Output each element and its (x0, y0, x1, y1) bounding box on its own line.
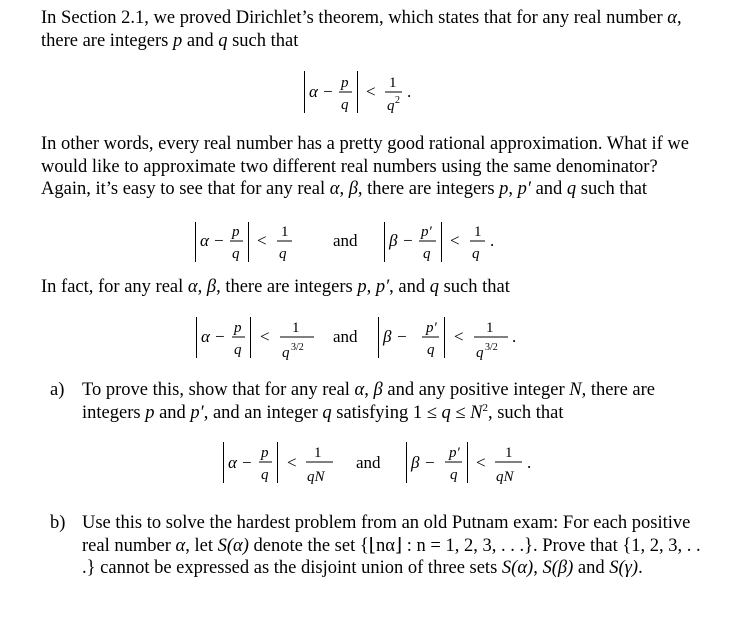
svg-text:<: < (257, 231, 267, 250)
svg-text:p: p (341, 75, 349, 91)
svg-text:q: q (232, 246, 240, 262)
svg-text:<: < (450, 231, 460, 250)
part-a-text: To prove this, show that for any real α, β and any positive integer N, there are integers p and p′, and an integer q satisfying $1 \le q \le N^2$, such that (82, 380, 656, 423)
part-a-label: a) (50, 380, 65, 400)
svg-text:β: β (411, 453, 420, 472)
svg-text:−: − (242, 453, 252, 472)
svg-text:and: and (356, 453, 381, 472)
svg-text:q: q (423, 246, 431, 262)
svg-text:α: α (200, 231, 209, 250)
svg-text:qN: qN (307, 469, 325, 485)
svg-text:α: α (228, 453, 237, 472)
svg-text:p′: p′ (449, 445, 460, 461)
svg-text:q: q (341, 97, 349, 113)
svg-text:<: < (287, 453, 297, 472)
equation-simultaneous-qN (0, 438, 746, 490)
svg-text:α: α (309, 82, 318, 101)
svg-text:1: 1 (281, 224, 289, 240)
svg-text:β: β (383, 327, 392, 346)
svg-text:2: 2 (395, 95, 400, 106)
svg-text:1: 1 (389, 75, 397, 91)
svg-text:3/2: 3/2 (291, 342, 304, 353)
paragraph-in-fact: In fact, for any real α, β, there are integers p, p′, and q such that (41, 277, 510, 297)
equation-dirichlet (0, 66, 746, 118)
paragraph-same-denominator: In other words, every real number has a pretty good rational approximation. What if we would like to approximate two different real numbers using the same denominator? Again, it’s easy to see that for any real α, β, there are integers p, p′ and q such that (41, 134, 689, 199)
svg-text:1: 1 (505, 445, 513, 461)
paragraph-dirichlet-intro: In Section 2.1, we proved Dirichlet’s theorem, which states that for any real number α, there are integers p and q such that (41, 8, 682, 51)
svg-text:q: q (387, 98, 395, 114)
equation-simultaneous-q-3-2 (0, 312, 746, 368)
svg-text:−: − (425, 453, 435, 472)
svg-text:β: β (389, 231, 398, 250)
svg-text:.: . (527, 453, 532, 472)
svg-text:−: − (403, 231, 413, 250)
svg-text:3/2: 3/2 (485, 342, 498, 353)
svg-text:<: < (454, 327, 464, 346)
svg-text:q: q (476, 345, 484, 361)
svg-text:α: α (201, 327, 210, 346)
svg-text:qN: qN (496, 469, 514, 485)
svg-text:1: 1 (292, 320, 300, 336)
equation-simultaneous-1-over-q (0, 218, 746, 266)
svg-text:−: − (397, 327, 407, 346)
svg-text:p: p (234, 320, 242, 336)
svg-text:<: < (476, 453, 486, 472)
svg-text:q: q (261, 467, 269, 483)
svg-text:and: and (333, 327, 358, 346)
svg-text:<: < (260, 327, 270, 346)
svg-text:p′: p′ (421, 224, 432, 240)
svg-text:q: q (450, 467, 458, 483)
svg-text:−: − (323, 82, 333, 101)
svg-text:q: q (279, 246, 287, 262)
svg-text:p: p (232, 224, 240, 240)
svg-text:−: − (214, 231, 224, 250)
svg-text:1: 1 (314, 445, 322, 461)
svg-text:p: p (261, 445, 269, 461)
svg-text:1: 1 (474, 224, 482, 240)
svg-text:p′: p′ (426, 320, 437, 336)
svg-text:and: and (333, 231, 358, 250)
svg-text:q: q (234, 342, 242, 358)
svg-text:q: q (427, 342, 435, 358)
svg-text:.: . (512, 327, 517, 346)
part-b-label: b) (50, 513, 66, 533)
svg-text:.: . (490, 231, 495, 250)
svg-text:q: q (282, 345, 290, 361)
svg-text:1: 1 (486, 320, 494, 336)
part-b-text: Use this to solve the hardest problem from an old Putnam exam: For each positive real number α, let S(α) denote the set {⌊nα⌋ : n = 1, 2, 3, . . .}. Prove that {1, 2, 3, . . .} cannot be expressed as the disjoint union of three sets S(α), S(β) and S(γ). (82, 513, 701, 578)
svg-text:<: < (366, 82, 376, 101)
svg-text:−: − (215, 327, 225, 346)
svg-text:q: q (472, 246, 480, 262)
svg-text:.: . (407, 82, 412, 101)
